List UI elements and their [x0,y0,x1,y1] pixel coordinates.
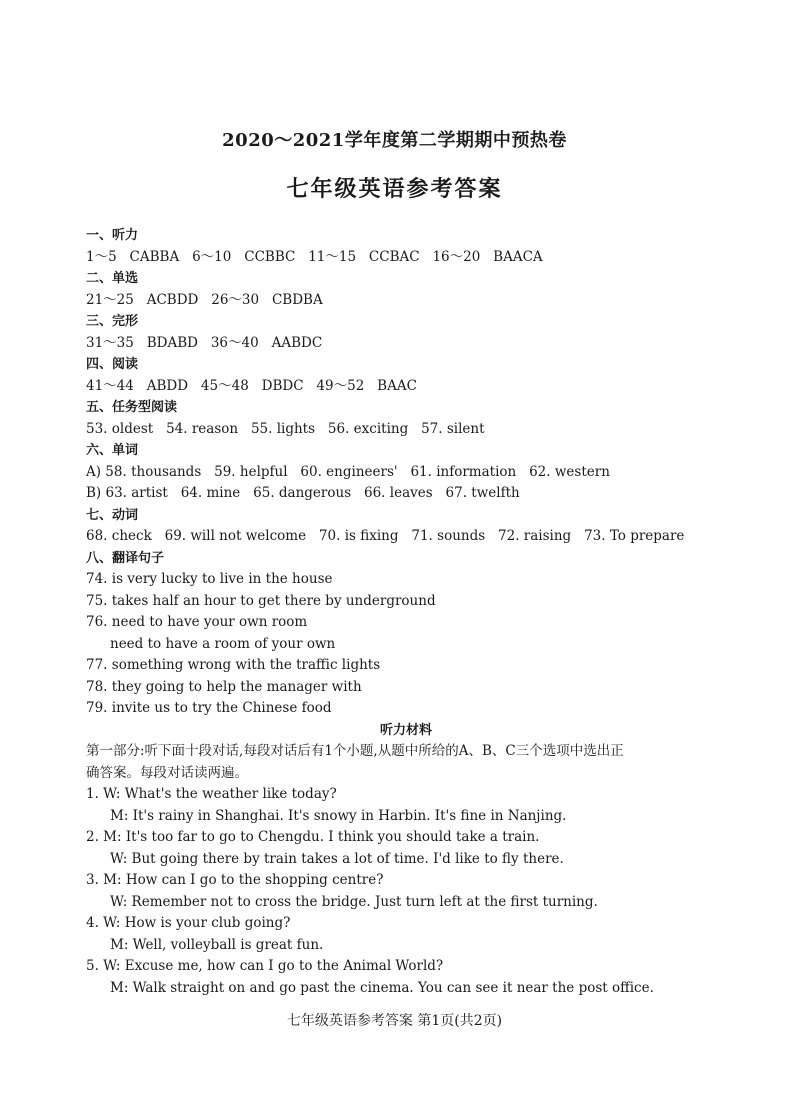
section-heading-translation: 八、翻译句子 [86,550,165,566]
dialogue-1-m: M: It's rainy in Shanghai. It's snowy in Harbin. It's fine in Nanjing. [110,807,567,824]
dialogue-3-m: 3. M: How can I go to the shopping centre? [86,872,384,888]
answer-78: 78. they going to help the manager with [86,678,362,695]
dialogue-5-w: 5. W: Excuse me, how can I go to the Animal World? [86,958,444,974]
answer-79: 79. invite us to try the Chinese food [86,700,332,716]
answers-reading: 41～44 ABDD 45～48 DBDC 49～52 BAAC [86,377,417,394]
section-heading-listening: 一、听力 [86,228,139,243]
dialogue-2-w: W: But going there by train takes a lot of time. I'd like to fly there. [110,850,564,867]
dialogue-5-m: M: Walk straight on and go past the cinema. You can see it near the post office. [110,979,654,996]
answers-task-reading: 53. oldest 54. reason 55. lights 56. exciting 57. silent [86,420,485,437]
listening-intro-line-2: 确答案。每段对话读两遍。 [86,764,248,781]
section-heading-task-reading: 五、任务型阅读 [86,400,178,415]
answers-single-choice: 21～25 ACBDD 26～30 CBDBA [86,291,323,308]
answer-75: 75. takes half an hour to get there by underground [86,592,436,609]
answer-76: 76. need to have your own room [86,614,308,630]
section-heading-reading: 四、阅读 [86,357,139,372]
section-heading-cloze: 三、完形 [86,314,139,329]
section-heading-words: 六、单词 [86,443,139,458]
answer-77: 77. something wrong with the traffic lights [86,657,381,673]
answer-content [86,225,726,999]
answers-listening: 1～5 CABBA 6～10 CCBBC 11～15 CCBAC 16～20 BAACA [86,248,543,265]
listening-intro-line-1: 第一部分:听下面十段对话,每段对话后有1个小题,从题中所给的A、B、C三个选项中选出正 [86,743,624,759]
answers-words-b: B) 63. artist 64. mine 65. dangerous 66. leaves 67. twelfth [86,485,520,501]
document-subtitle: 七年级英语参考答案 [286,176,503,202]
dialogue-4-w: 4. W: How is your club going? [86,915,291,931]
listening-material-heading: 听力材料 [379,722,432,738]
answer-74: 74. is very lucky to live in the house [86,571,333,587]
answers-cloze: 31～35 BDABD 36～40 AABDC [86,334,323,351]
page-footer: 七年级英语参考答案 第1页(共2页) [286,1013,503,1029]
dialogue-1-w: 1. W: What's the weather like today? [86,786,337,802]
dialogue-3-w: W: Remember not to cross the bridge. Just turn left at the first turning. [110,893,598,910]
answers-verbs: 68. check 69. will not welcome 70. is fixing 71. sounds 72. raising 73. To prepare [86,528,685,544]
dialogue-4-m: M: Well, volleyball is great fun. [110,936,324,953]
answer-76-alt: need to have a room of your own [110,635,336,652]
document-title: 2020～2021学年度第二学期期中预热卷 [222,130,567,151]
dialogue-2-m: 2. M: It's too far to go to Chengdu. I think you should take a train. [86,829,540,845]
answers-words-a: A) 58. thousands 59. helpful 60. engineers' 61. information 62. western [86,463,610,480]
section-heading-verbs: 七、动词 [86,507,139,523]
section-heading-single-choice: 二、单选 [86,271,139,286]
